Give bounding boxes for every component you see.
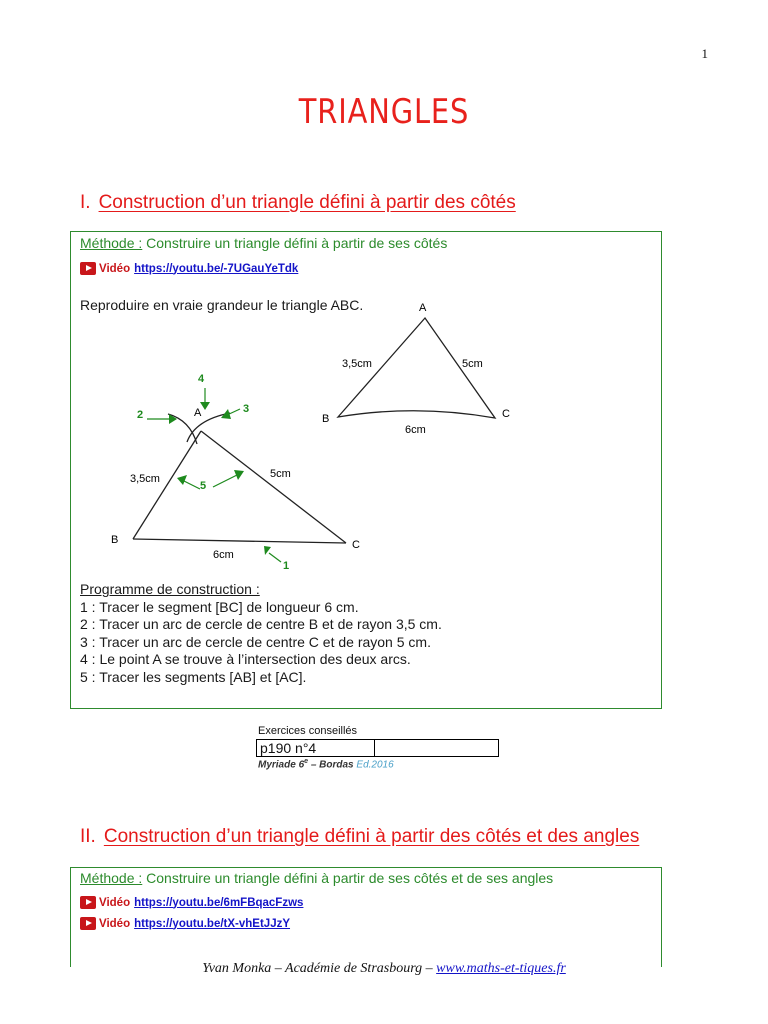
ref-label-a: A [419,302,427,314]
ref-label-b: B [322,413,330,425]
reference-triangle [322,302,510,436]
step-text: : Tracer un arc de cercle de centre C et de rayon 5 cm. [87,633,431,650]
step-number: 2 [80,616,88,632]
method-2-line [80,870,553,886]
ref-length-bc: 6cm [405,424,426,436]
step-4-marker: 4 [198,373,205,385]
play-icon [80,896,96,909]
programme-step [80,651,442,669]
ref-length-ac: 5cm [462,358,483,370]
method-1-text: Construire un triangle défini à partir de ses côtés [142,235,448,251]
step-2-marker: 2 [137,409,144,421]
arrow-1 [269,553,281,562]
label-c: C [352,539,360,551]
footer-link[interactable]: www.maths-et-tiques.fr [436,961,566,976]
footer-text: Yvan Monka – Académie de Strasbourg – [202,961,437,976]
section-1-title: Construction d’un triangle défini à partir des côtés [98,192,516,213]
step-text: : Le point A se trouve à l’intersection des deux arcs. [87,651,411,667]
label-b: B [111,534,119,546]
method-2-text: Construire un triangle défini à partir de ses côtés et de ses angles [142,870,554,886]
arrow-5-right [213,475,237,487]
length-bc: 6cm [213,549,234,561]
page-title: TRIANGLES [298,92,470,132]
instruction-text: Reproduire en vraie grandeur le triangle ABC. [80,297,364,313]
section-1-number: I. [80,192,91,213]
programme-step [80,634,442,652]
ref-length-ab: 3,5cm [342,358,372,370]
step-number: 1 [80,598,88,615]
arrow-4-head [200,402,210,410]
section-2-title: Construction d’un triangle défini à partir des côtés et des angles [103,826,640,847]
length-ac: 5cm [270,468,291,480]
video-row-2[interactable] [80,896,303,909]
construction-triangle [111,373,360,572]
programme-title: Programme de construction : [80,581,260,597]
exercise-cell: p190 n°4 [257,740,375,757]
programme-step [80,669,442,687]
arrow-3-head [221,409,231,419]
arrow-5-right-head [234,470,244,480]
video-label: Vidéo [99,262,131,275]
ref-label-c: C [502,408,510,420]
video-link[interactable]: https://youtu.be/-7UGauYeTdk [134,262,299,275]
programme-step [80,616,442,634]
construction-programme [80,581,442,686]
step-text: : Tracer un arc de cercle de centre B et de rayon 3,5 cm. [87,616,442,632]
label-a: A [194,407,202,419]
method-1-label: Méthode : [80,235,143,251]
step-number: 4 [80,651,88,667]
step-number: 5 [80,668,88,685]
length-ab: 3,5cm [130,473,160,485]
step-5-marker: 5 [200,480,207,492]
exercises-caption: Exercices conseillés [258,725,358,737]
video-label: Vidéo [99,917,131,930]
exercises-source [258,758,394,770]
video-row-3[interactable] [80,917,290,930]
step-text: : Tracer le segment [BC] de longueur 6 cm. [87,598,359,615]
method-2-label: Méthode : [80,870,143,886]
video-link[interactable]: https://youtu.be/6mFBqacFzws [134,896,304,909]
exercise-cell-empty [375,740,499,757]
source-publisher: – Bordas [308,759,357,771]
programme-step [80,599,442,617]
source-sup: e [304,758,309,765]
play-icon [80,917,96,930]
segment-ac [201,431,346,543]
step-1-marker: 1 [283,560,290,572]
step-number: 3 [80,633,88,650]
section-2-number: II. [80,826,96,847]
video-link[interactable]: https://youtu.be/tX-vhEtJJzY [134,917,291,930]
segment-bc [133,539,346,543]
arrow-5-left [184,481,200,489]
video-label: Vidéo [99,896,131,909]
page-footer [0,961,768,977]
section-2-heading [80,826,639,848]
step-text: : Tracer les segments [AB] et [AC]. [87,668,307,685]
arrow-5-left-head [177,475,187,485]
source-edition: Ed.2016 [356,759,394,771]
page-number: 1 [701,46,708,61]
source-book: Myriade 6 [258,759,305,771]
step-3-marker: 3 [243,403,250,415]
exercises-table [256,739,499,757]
